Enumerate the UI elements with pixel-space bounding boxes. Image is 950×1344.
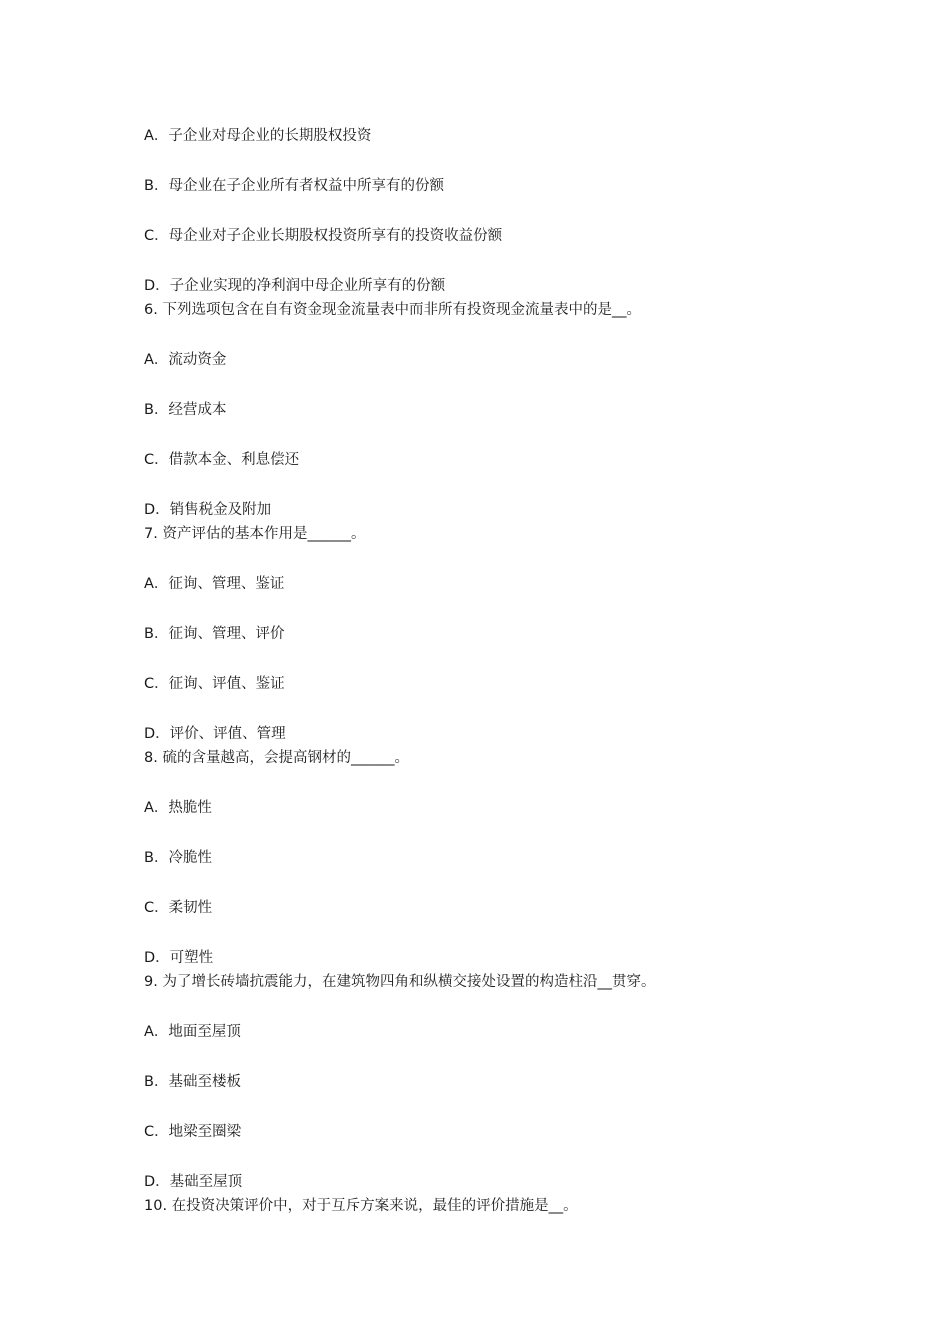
option-text: D．子企业实现的净利润中母企业所享有的份额 — [144, 278, 446, 294]
option-text: C．母企业对子企业长期股权投资所享有的投资收益份额 — [144, 228, 503, 244]
option-text: A．子企业对母企业的长期股权投资 — [144, 128, 372, 144]
option-text: A．地面至屋顶 — [144, 1024, 241, 1040]
question-text: 9. 为了增长砖墙抗震能力，在建筑物四角和纵横交接处设置的构造柱沿__贯穿。 — [144, 974, 656, 990]
option-text: A．热脆性 — [144, 800, 212, 816]
option-text: B．征询、管理、评价 — [144, 626, 285, 642]
question-text: 10. 在投资决策评价中，对于互斥方案来说，最佳的评价措施是__。 — [144, 1198, 578, 1214]
option-text: C．征询、评值、鉴证 — [144, 676, 285, 692]
option-text: A．征询、管理、鉴证 — [144, 576, 285, 592]
option-text: D．基础至屋顶 — [144, 1174, 243, 1190]
option-text: D．评价、评值、管理 — [144, 726, 286, 742]
question-text: 7. 资产评估的基本作用是______。 — [144, 526, 366, 542]
question-text: 8. 硫的含量越高，会提高钢材的______。 — [144, 750, 409, 766]
option-text: C．地梁至圈梁 — [144, 1124, 242, 1140]
option-text: D．销售税金及附加 — [144, 502, 272, 518]
option-text: C．柔韧性 — [144, 900, 213, 916]
question-text: 6. 下列选项包含在自有资金现金流量表中而非所有投资现金流量表中的是__。 — [144, 302, 641, 318]
option-text: D．可塑性 — [144, 950, 214, 966]
option-text: A．流动资金 — [144, 352, 227, 368]
option-text: B．冷脆性 — [144, 850, 212, 866]
option-text: B．经营成本 — [144, 402, 227, 418]
option-text: C．借款本金、利息偿还 — [144, 452, 300, 468]
option-text: B．基础至楼板 — [144, 1074, 241, 1090]
option-text: B．母企业在子企业所有者权益中所享有的份额 — [144, 178, 444, 194]
